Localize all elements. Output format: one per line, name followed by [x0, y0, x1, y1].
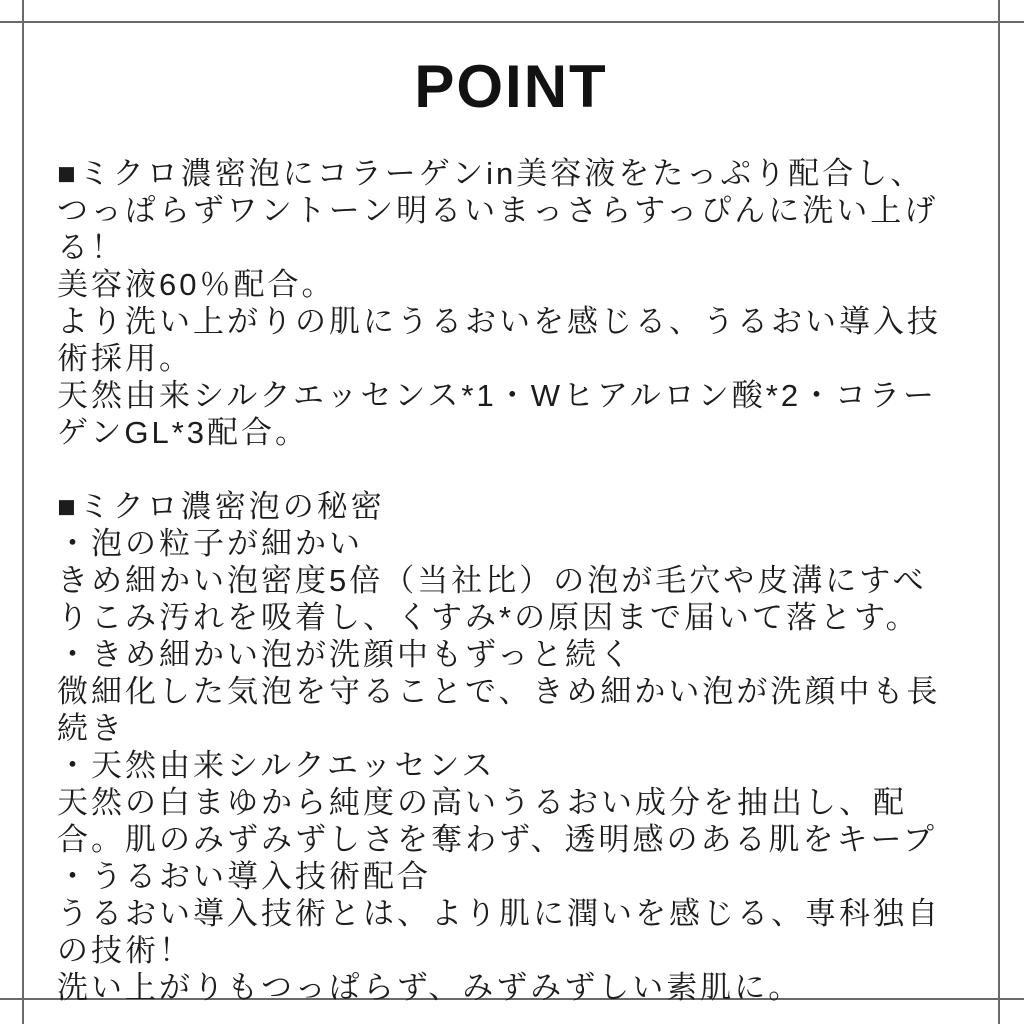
- text-line: の技術！: [57, 933, 193, 968]
- text-line: ■ミクロ濃密泡にコラーゲンin美容液をたっぷり配合し、: [57, 156, 925, 191]
- text-line: 合。肌のみずみずしさを奪わず、透明感のある肌をキープ: [57, 822, 937, 857]
- text-body: [57, 155, 996, 1006]
- text-line: ゲンGL*3配合。: [57, 415, 310, 450]
- text-line: つっぱらずワントーン明るいまっさらすっぴんに洗い上げ: [57, 193, 939, 228]
- text-line: ・うるおい導入技術配合: [57, 859, 431, 894]
- section-product-features: [57, 155, 996, 451]
- text-line: る！: [57, 230, 125, 265]
- text-line: ・泡の粒子が細かい: [57, 526, 363, 561]
- frame-line-top: [0, 21, 1024, 23]
- text-line: 術採用。: [57, 341, 193, 376]
- section-foam-secret: [57, 488, 996, 1006]
- text-line: ■ミクロ濃密泡の秘密: [57, 489, 385, 524]
- text-line: より洗い上がりの肌にうるおいを感じる、うるおい導入技: [57, 304, 941, 339]
- text-line: ・きめ細かい泡が洗顔中もずっと続く: [57, 637, 634, 672]
- text-line: きめ細かい泡密度5倍（当社比）の泡が毛穴や皮溝にすべ: [57, 563, 927, 598]
- text-line: 続き: [57, 711, 125, 746]
- text-line: 天然由来シルクエッセンス*1・Wヒアルロン酸*2・コラー: [57, 378, 938, 413]
- frame-line-left: [22, 0, 24, 1024]
- text-line: ・天然由来シルクエッセンス: [57, 748, 496, 783]
- frame-line-right: [998, 0, 1000, 1024]
- text-line: 天然の白まゆから純度の高いうるおい成分を抽出し、配: [57, 785, 907, 820]
- text-line: りこみ汚れを吸着し、くすみ*の原因まで届いて落とす。: [57, 600, 920, 635]
- text-line: うるおい導入技術とは、より肌に潤いを感じる、専科独自: [57, 896, 941, 931]
- page-title: POINT: [414, 53, 608, 120]
- text-line: 美容液60％配合。: [57, 267, 336, 302]
- text-line: 微細化した気泡を守ることで、きめ細かい泡が洗顔中も長: [57, 674, 941, 709]
- text-line: 洗い上がりもつっぱらず、みずみずしい素肌に。: [57, 970, 803, 1005]
